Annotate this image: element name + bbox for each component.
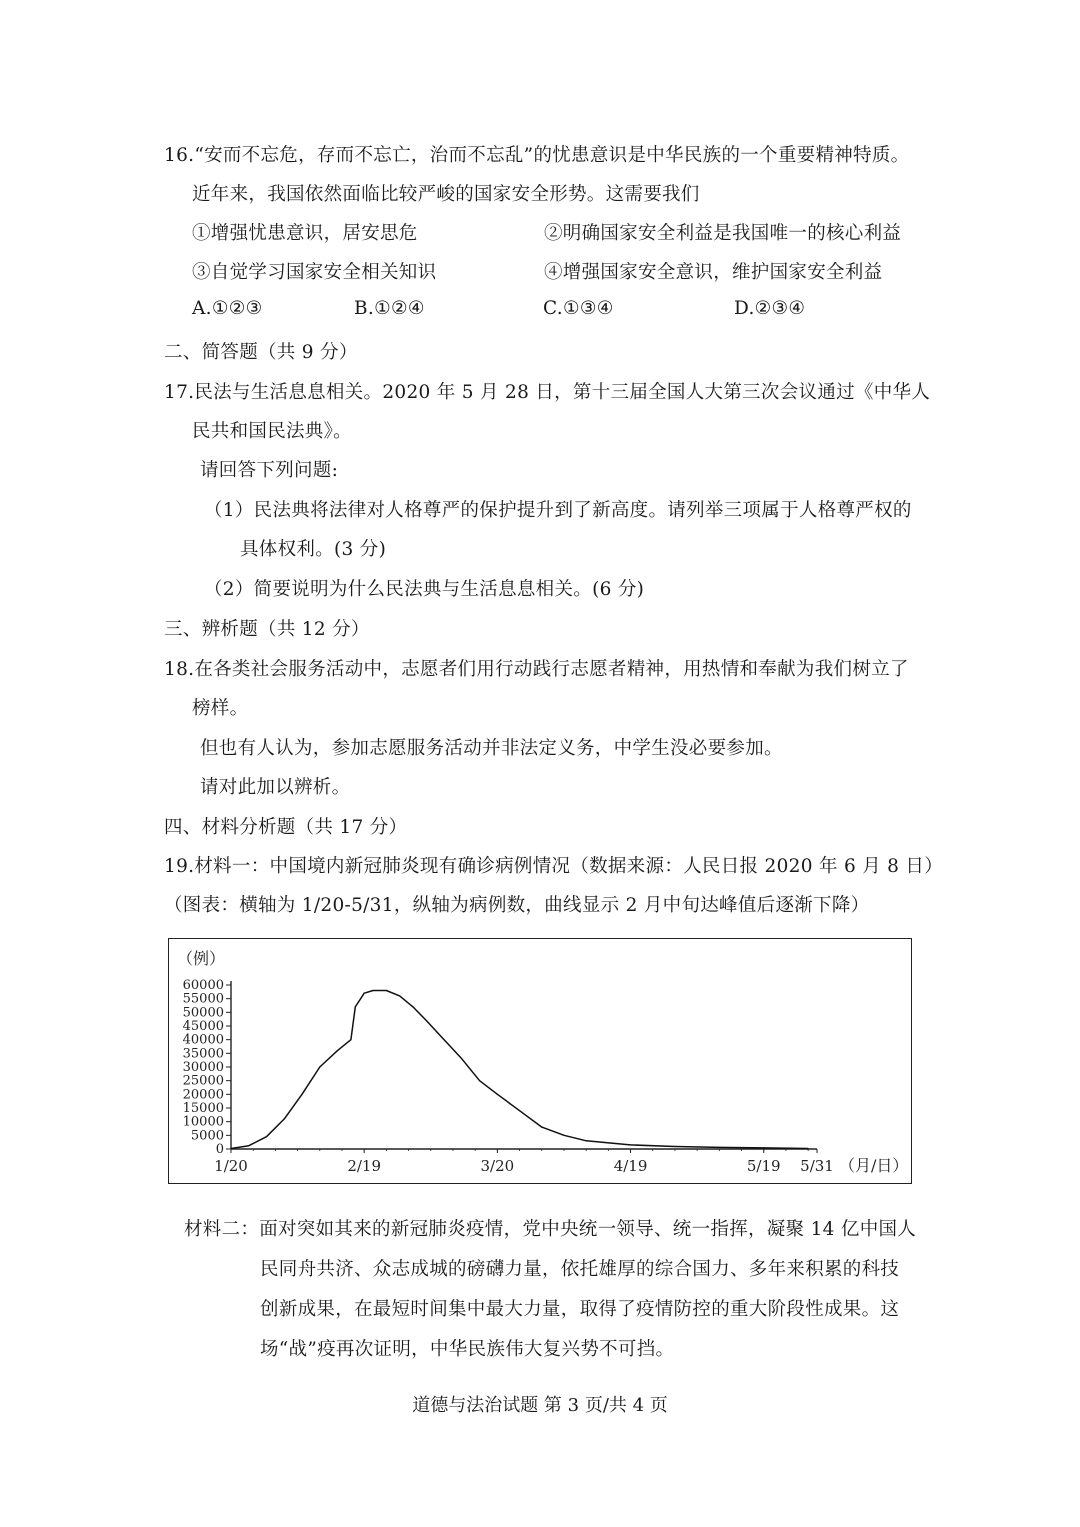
data-point [372, 990, 373, 991]
y-tick-label: 0 [215, 1142, 224, 1157]
data-point [350, 1039, 351, 1040]
y-tick-label: 50000 [182, 1005, 224, 1021]
q17-line2: 民共和国民法典》。 [192, 421, 352, 442]
q17-sub1-line2: 具体权利。(3 分) [240, 539, 387, 560]
data-point [497, 1094, 498, 1095]
page-footer: 道德与法治试题 第 3 页/共 4 页 [412, 1395, 668, 1416]
q16-option-1: ①增强忧患意识，居安思危 [192, 223, 418, 244]
q19-line1: 19.材料一：中国境内新冠肺炎现有确诊病例情况（数据来源：人民日报 2020 年 6 月 8 日） [164, 856, 944, 877]
data-point [284, 1118, 285, 1119]
chart-svg [169, 939, 913, 1185]
data-point [399, 995, 400, 996]
q16-choice-b: B.①②④ [354, 298, 425, 319]
data-point [248, 1145, 249, 1146]
data-point [674, 1146, 675, 1147]
q18-line1: 18.在各类社会服务活动中，志愿者们用行动践行志愿者精神，用热情和奉献为我们树立了 [164, 659, 909, 680]
data-point [461, 1058, 462, 1059]
data-point [519, 1110, 520, 1111]
section4-heading: 四、材料分析题（共 17 分） [164, 817, 408, 838]
x-axis-label: （月/日） [839, 1156, 909, 1175]
data-point [319, 1066, 320, 1067]
data-point [763, 1147, 764, 1148]
data-point [266, 1136, 267, 1137]
q16-choice-c: C.①③④ [543, 298, 614, 319]
data-point [479, 1080, 480, 1081]
material2-line1: 材料二：面对突如其来的新冠肺炎疫情，党中央统一领导、统一指挥，凝聚 14 亿中国人 [184, 1219, 917, 1240]
data-point [426, 1020, 427, 1021]
data-point [337, 1050, 338, 1051]
data-point [301, 1094, 302, 1095]
q19-line2: （图表：横轴为 1/20-5/31，纵轴为病例数，曲线显示 2 月中旬达峰值后逐渐下降） [164, 895, 870, 916]
q16-option-3: ③自觉学习国家安全相关知识 [192, 262, 437, 283]
x-tick-label: 3/20 [480, 1157, 515, 1175]
q16-choice-a: A.①②③ [192, 298, 263, 319]
y-tick-label: 60000 [182, 978, 224, 993]
q18-line4: 请对此加以辨析。 [200, 777, 351, 798]
x-tick-label: 4/19 [613, 1157, 648, 1175]
x-tick-label: 2/19 [347, 1157, 382, 1175]
section3-heading: 三、辨析题（共 12 分） [164, 619, 370, 640]
y-tick-label: 25000 [182, 1073, 224, 1089]
y-tick-label: 5000 [190, 1128, 224, 1144]
q17-line1: 17.民法与生活息息相关。2020 年 5 月 28 日，第十三届全国人大第三次会议通过《中华人 [164, 382, 931, 403]
y-tick-label: 15000 [182, 1101, 224, 1116]
material2-line2: 民同舟共济、众志成城的磅礴力量，依托雄厚的综合国力、多年来积累的科技 [260, 1259, 900, 1280]
q17-prompt: 请回答下列问题: [200, 460, 339, 481]
data-point [355, 1006, 356, 1007]
material2-line4: 场“战”疫再次证明，中华民族伟大复兴势不可挡。 [260, 1339, 675, 1360]
y-axis-label: （例） [177, 949, 226, 968]
q16-option-4: ④增强国家安全意识，维护国家安全利益 [544, 262, 883, 283]
data-point [563, 1135, 564, 1136]
data-point [719, 1147, 720, 1148]
y-tick-label: 35000 [182, 1046, 224, 1062]
data-point [443, 1039, 444, 1040]
y-tick-label: 40000 [182, 1032, 224, 1048]
data-point [412, 1006, 413, 1007]
y-tick-label: 55000 [182, 991, 224, 1007]
q18-line3: 但也有人认为，参加志愿服务活动并非法定义务，中学生没必要参加。 [200, 738, 783, 759]
series-line-confirmed [231, 991, 808, 1149]
y-tick-label: 10000 [182, 1114, 224, 1130]
data-point [630, 1144, 631, 1145]
data-point [808, 1148, 809, 1149]
data-point [586, 1140, 587, 1141]
section2-heading: 二、简答题（共 9 分） [164, 342, 358, 363]
q17-sub2: （2）简要说明为什么民法典与生活息息相关。(6 分) [204, 579, 645, 600]
data-point [541, 1127, 542, 1128]
material2-line3: 创新成果，在最短时间集中最大力量，取得了疫情防控的重大阶段性成果。这 [260, 1299, 900, 1320]
x-tick-label: 1/20 [214, 1157, 248, 1175]
data-point [386, 990, 387, 991]
q16-option-2: ②明确国家安全利益是我国唯一的核心利益 [544, 223, 902, 244]
data-point [364, 993, 365, 994]
case-chart [168, 938, 912, 1184]
q17-sub1-line1: （1）民法典将法律对人格尊严的保护提升到了新高度。请列举三项属于人格尊严权的 [204, 500, 912, 521]
x-tick-label: 5/19 [746, 1157, 781, 1175]
q16-stem-line1: 16.“安而不忘危，存而不忘亡，治而不忘乱”的忧患意识是中华民族的一个重要精神特质。 [164, 145, 910, 166]
q16-choice-d: D.②③④ [734, 298, 806, 319]
y-tick-label: 20000 [182, 1087, 224, 1103]
y-tick-label: 30000 [182, 1060, 224, 1075]
y-tick-label: 45000 [182, 1019, 224, 1034]
x-tick-label: 5/31 [800, 1157, 834, 1175]
q18-line2: 榜样。 [192, 698, 249, 719]
q16-stem-line2: 近年来，我国依然面临比较严峻的国家安全形势。这需要我们 [192, 184, 700, 205]
data-point [230, 1148, 231, 1149]
